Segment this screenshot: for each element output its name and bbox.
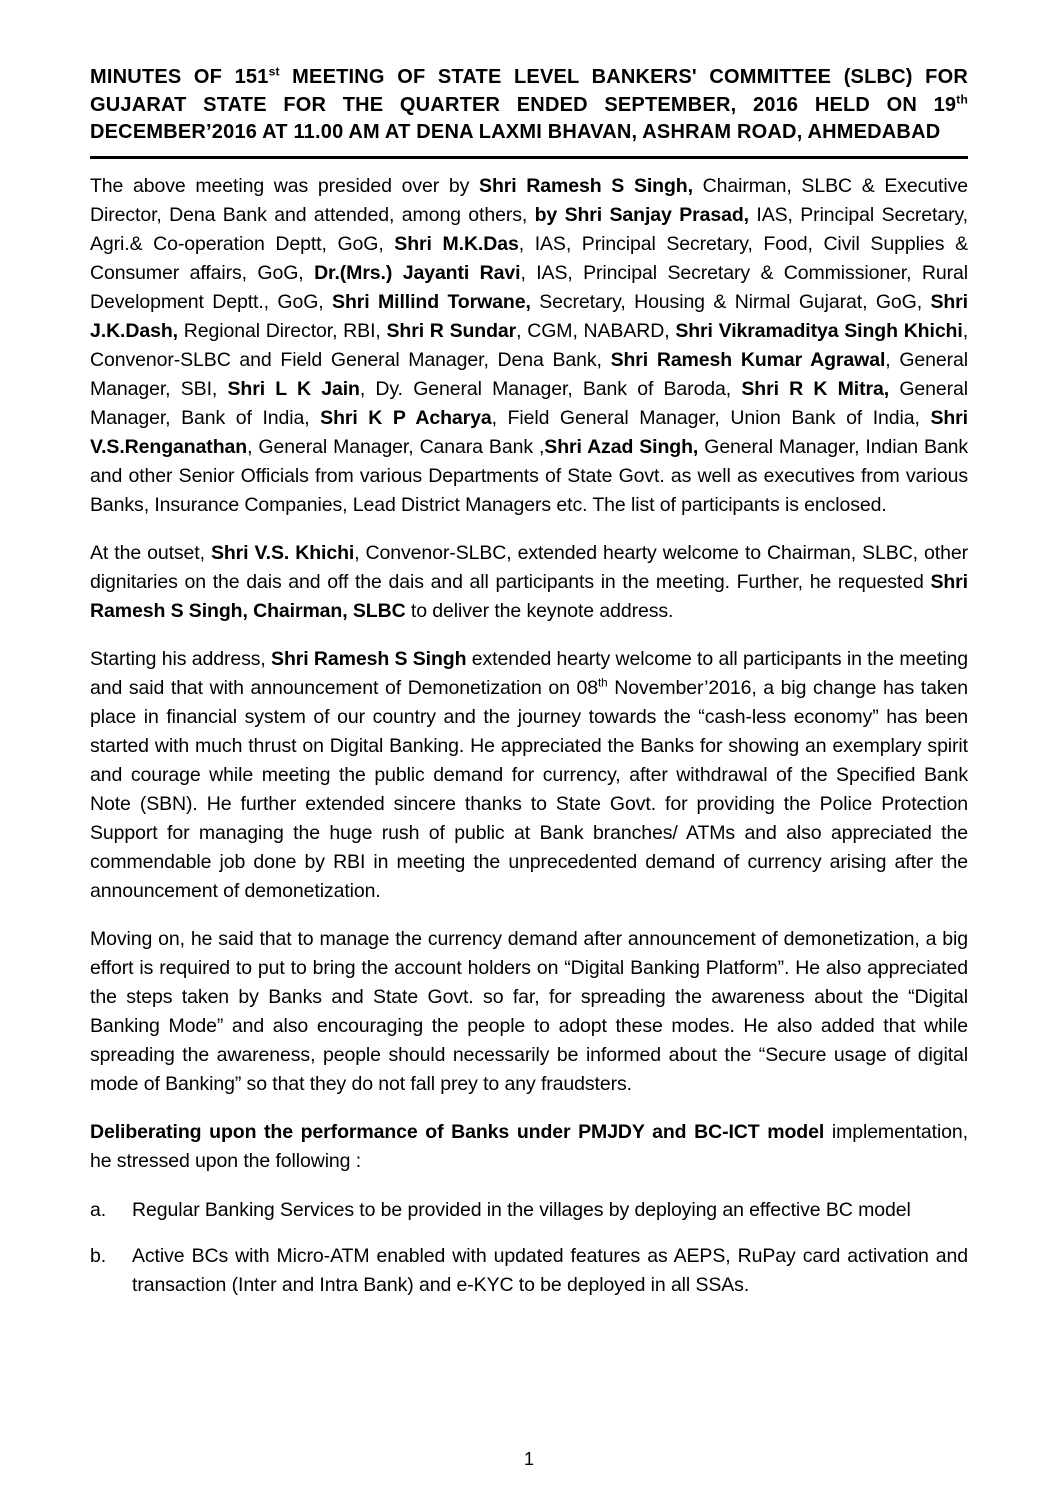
document-page [90, 64, 968, 1300]
page-number: 1 [523, 1449, 534, 1469]
lettered-list [90, 1196, 968, 1300]
list-item-b-text: Active BCs with Micro-ATM enabled with updated features as AEPS, RuPay card activation and transaction (Inter and Intra Bank) and e-KYC to be deployed in all SSAs. [132, 1244, 968, 1296]
paragraph-attendees: The above meeting was presided over by Shri Ramesh S Singh, Chairman, SLBC & Executive Director, Dena Bank and attended, among others, by Shri Sanjay Prasad, IAS, Principal Secretary, Agri.& Co-operation Deptt, GoG, Shri M.K.Das, IAS, Principal Secretary, Food, Civil Supplies & Consumer affairs, GoG, Dr.(Mrs.) Jayanti Ravi, IAS, Principal Secretary & Commissioner, Rural Development Deptt., GoG, Shri Millind Torwane, Secretary, Housing & Nirmal Gujarat, GoG, Shri J.K.Dash, Regional Director, RBI, Shri R Sundar, CGM, NABARD, Shri Vikramaditya Singh Khichi, Convenor-SLBC and Field General Manager, Dena Bank, Shri Ramesh Kumar Agrawal, General Manager, SBI, Shri L K Jain, Dy. General Manager, Bank of Baroda, Shri R K Mitra, General Manager, Bank of India, Shri K P Acharya, Field General Manager, Union Bank of India, Shri V.S.Renganathan, General Manager, Canara Bank ,Shri Azad Singh, General Manager, Indian Bank and other Senior Officials from various Departments of State Govt. as well as executives from various Banks, Insurance Companies, Lead District Managers etc. The list of participants is enclosed. [90, 174, 969, 516]
list-marker-a: a. [90, 1198, 107, 1221]
paragraph-digital-banking-awareness: Moving on, he said that to manage the currency demand after announcement of demonetization, a big effort is required to put to bring the account holders on “Digital Banking Platform”. He also appreciated the steps taken by Banks and State Govt. so far, for spreading the awareness about the “Digital Banking Mode” and also encouraging the people to adopt these modes. He also added that while spreading the awareness, people should necessarily be informed about the “Secure usage of digital mode of Banking” so that they do not fall prey to any fraudsters. [90, 927, 968, 1095]
paragraph-pmjdy-heading: Deliberating upon the performance of Banks under PMJDY and BC-ICT model implementation, he stressed upon the following : [90, 1120, 968, 1172]
list-marker-b: b. [90, 1244, 107, 1267]
paragraph-keynote-demonetization: Starting his address, Shri Ramesh S Singh extended hearty welcome to all participants in the meeting and said that with announcement of Demonetization on 08th November’2016, a big change has taken place in financial system of our country and the journey towards the “cash-less economy” has been started with much thrust on Digital Banking. He appreciated the Banks for showing an exemplary spirit and courage while meeting the public demand for currency, after withdrawal of the Specified Bank Note (SBN). He further extended sincere thanks to State Govt. for providing the Police Protection Support for managing the huge rush of public at Bank branches/ ATMs and also appreciated the commendable job done by RBI in meeting the unprecedented demand of currency arising after the announcement of demonetization. [90, 647, 968, 902]
paragraph-welcome: At the outset, Shri V.S. Khichi, Convenor-SLBC, extended hearty welcome to Chairman, SLBC, other dignitaries on the dais and off the dais and all participants in the meeting. Further, he requested Shri Ramesh S Singh, Chairman, SLBC to deliver the keynote address. [90, 541, 968, 622]
list-item-b [90, 1242, 968, 1300]
document-title: MINUTES OF 151st MEETING OF STATE LEVEL BANKERS' COMMITTEE (SLBC) FOR GUJARAT STATE FOR THE QUARTER ENDED SEPTEMBER, 2016 HELD ON 19th DECEMBER’2016 AT 11.00 AM AT DENA LAXMI BHAVAN, ASHRAM ROAD, AHMEDABAD [90, 64, 968, 143]
title-divider [90, 156, 968, 159]
list-item-a-text: Regular Banking Services to be provided in the villages by deploying an effective BC model [132, 1198, 911, 1221]
list-item-a [90, 1196, 968, 1225]
